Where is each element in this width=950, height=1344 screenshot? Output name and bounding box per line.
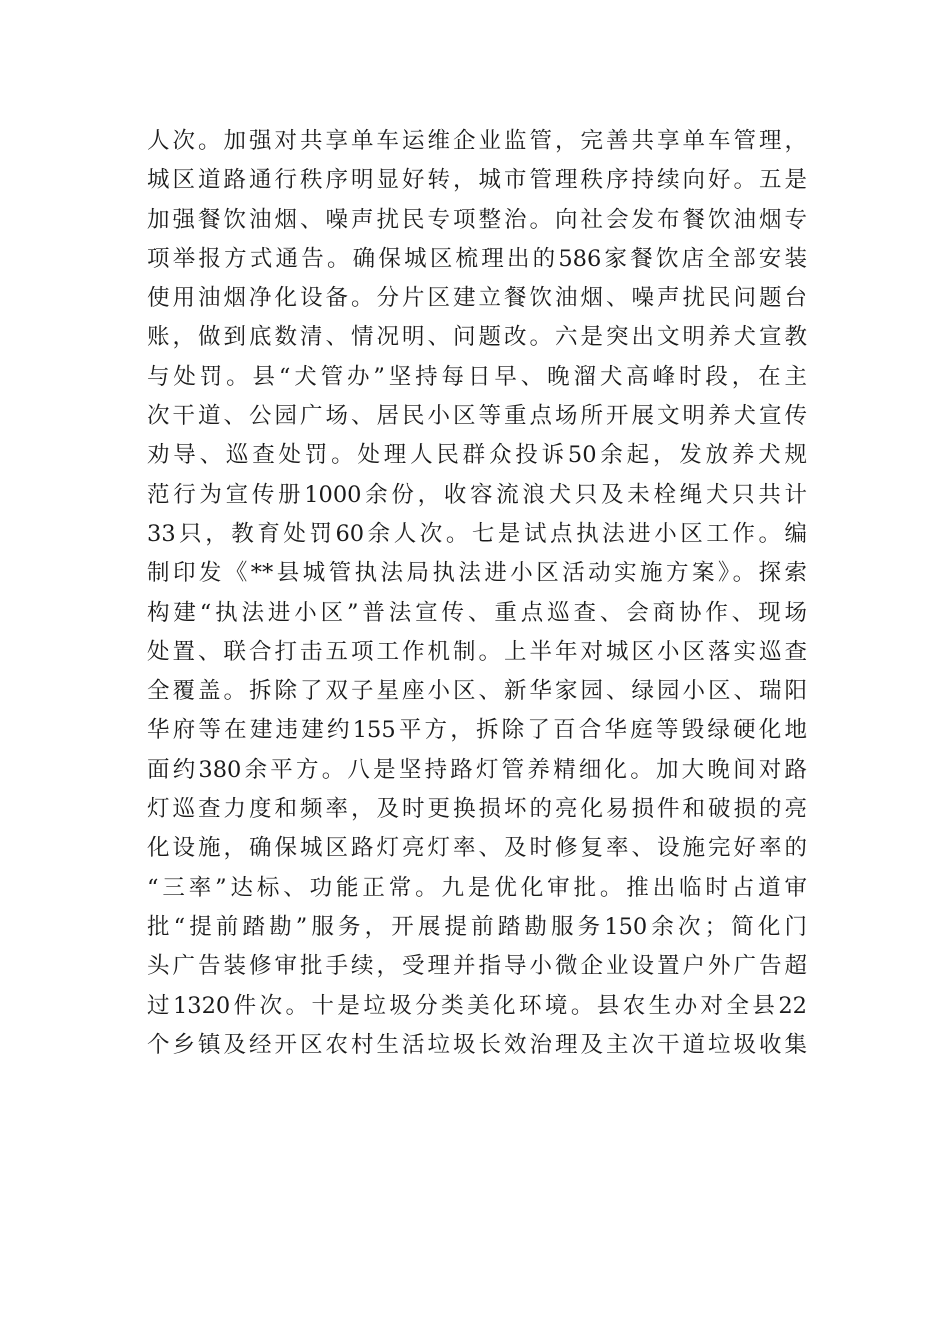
text-line-5: 使用油烟净化设备。分片区建立餐饮油烟、噪声扰民问题台: [147, 285, 807, 312]
text-line-10: 范行为宣传册1000余份，收容流浪犬只及未栓绳犬只共计: [147, 481, 807, 508]
text-line-8: 次干道、公园广场、居民小区等重点场所开展文明养犬宣传: [147, 403, 807, 430]
text-line-24: 个乡镇及经开区农村生活垃圾长效治理及主次干道垃圾收集: [147, 1031, 807, 1058]
text-line-21: 批“提前踏勘”服务，开展提前踏勘服务150余次；简化门: [147, 913, 807, 940]
text-line-3: 加强餐饮油烟、噪声扰民专项整治。向社会发布餐饮油烟专: [147, 206, 807, 233]
text-line-2: 城区道路通行秩序明显好转，城市管理秩序持续向好。五是: [147, 167, 807, 194]
text-line-19: 化设施，确保城区路灯亮灯率、及时修复率、设施完好率的: [147, 835, 807, 862]
text-line-16: 华府等在建违建约155平方，拆除了百合华庭等毁绿硬化地: [147, 717, 807, 744]
text-line-23: 过1320件次。十是垃圾分类美化环境。县农生办对全县22: [147, 992, 807, 1019]
text-line-9: 劝导、巡查处罚。处理人民群众投诉50余起，发放养犬规: [147, 442, 807, 469]
text-line-7: 与处罚。县“犬管办”坚持每日早、晚溜犬高峰时段，在主: [147, 363, 807, 390]
text-line-20: “三率”达标、功能正常。九是优化审批。推出临时占道审: [147, 874, 807, 901]
text-line-14: 处置、联合打击五项工作机制。上半年对城区小区落实巡查: [147, 638, 807, 665]
body-paragraph: [147, 122, 807, 1065]
text-line-15: 全覆盖。拆除了双子星座小区、新华家园、绿园小区、瑞阳: [147, 678, 807, 705]
text-line-17: 面约380余平方。八是坚持路灯管养精细化。加大晚间对路: [147, 756, 807, 783]
text-line-1: 人次。加强对共享单车运维企业监管，完善共享单车管理，: [147, 128, 807, 154]
text-line-4: 项举报方式通告。确保城区梳理出的586家餐饮店全部安装: [147, 245, 807, 272]
text-line-6: 账，做到底数清、情况明、问题改。六是突出文明养犬宣教: [147, 324, 807, 351]
text-line-13: 构建“执法进小区”普法宣传、重点巡查、会商协作、现场: [147, 599, 807, 626]
text-line-22: 头广告装修审批手续，受理并指导小微企业设置户外广告超: [147, 953, 807, 980]
text-line-11: 33只，教育处罚60余人次。七是试点执法进小区工作。编: [147, 520, 807, 547]
text-line-18: 灯巡查力度和频率，及时更换损坏的亮化易损件和破损的亮: [147, 796, 807, 823]
text-line-12: 制印发《**县城管执法局执法进小区活动实施方案》。探索: [147, 560, 807, 587]
